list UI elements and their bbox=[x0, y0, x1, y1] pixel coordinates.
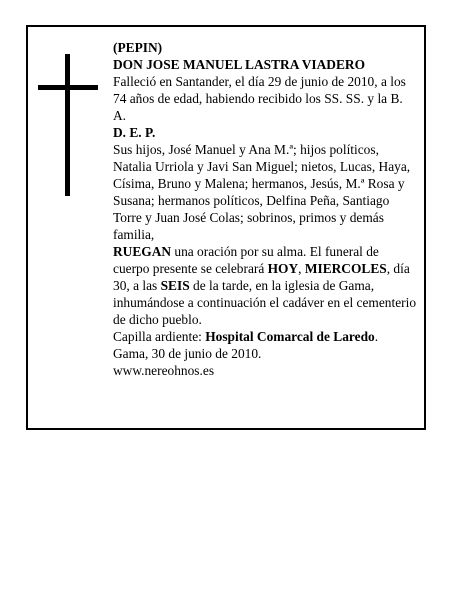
chapel-place: Hospital Comarcal de Laredo bbox=[205, 329, 375, 344]
cross-icon bbox=[38, 54, 98, 196]
ruegan-label: RUEGAN bbox=[113, 244, 172, 259]
dep-label: D. E. P. bbox=[113, 125, 156, 140]
funeral-request: RUEGAN una oración por su alma. El funeral de cuerpo presente se celebrará HOY, MIERCOLES, día 30, a las SEIS de la tarde, en la iglesia de Gama, inhumándose a continuación el cadáver en el cementerio de dicho pueblo. bbox=[113, 244, 417, 327]
nickname: (PEPIN) bbox=[113, 40, 163, 55]
hour-label: SEIS bbox=[160, 278, 190, 293]
obituary-text bbox=[113, 39, 418, 379]
family-list: Sus hijos, José Manuel y Ana M.ª; hijos políticos, Natalia Urriola y Javi San Miguel; nietos, Lucas, Haya, Císima, Bruno y Malena; hermanos, Jesús, M.ª Rosa y Susana; hermanos políticos, Delfina Peña, Santiago Torre y Juan José Colas; sobrinos, primos y demás familia, bbox=[113, 142, 411, 242]
website-link[interactable]: www.nereohnos.es bbox=[113, 363, 215, 378]
cross-horizontal-bar bbox=[38, 85, 98, 90]
cross-vertical-bar bbox=[65, 54, 70, 196]
date-place: Gama, 30 de junio de 2010. bbox=[113, 346, 262, 361]
death-announcement: Falleció en Santander, el día 29 de junio de 2010, a los 74 años de edad, habiendo recibido los SS. SS. y la B. A. bbox=[113, 74, 406, 123]
hoy-label: HOY bbox=[267, 261, 299, 276]
chapel-line: Capilla ardiente: Hospital Comarcal de Laredo. bbox=[113, 329, 379, 344]
deceased-name: DON JOSE MANUEL LASTRA VIADERO bbox=[113, 57, 365, 72]
weekday-label: MIERCOLES bbox=[304, 261, 387, 276]
